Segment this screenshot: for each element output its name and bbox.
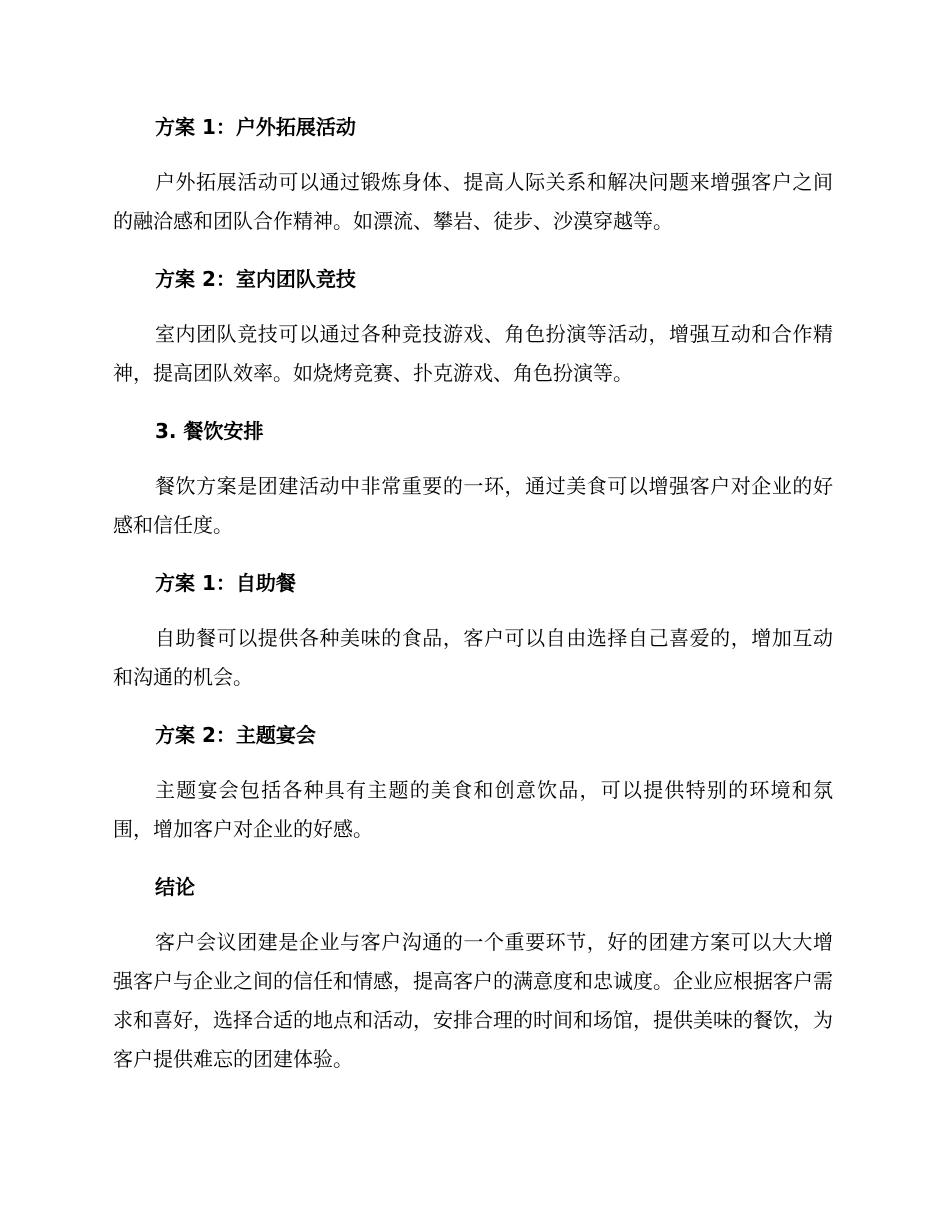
section-heading: 方案 2：室内团队竞技 <box>155 267 356 291</box>
section-heading: 方案 1：自助餐 <box>155 571 296 595</box>
paragraph-theme-banquet <box>113 771 833 849</box>
section-paragraph: 户外拓展活动可以通过锻炼身体、提高人际关系和解决问题来增强客户之间的融洽感和团队合作精神。如漂流、攀岩、徒步、沙漠穿越等。 <box>113 170 833 233</box>
section-paragraph: 主题宴会包括各种具有主题的美食和创意饮品，可以提供特别的环境和氛围，增加客户对企业的好感。 <box>113 778 833 841</box>
heading-catering <box>113 417 833 445</box>
heading-plan1-outdoor <box>113 113 833 141</box>
section-heading: 3. 餐饮安排 <box>155 419 264 443</box>
section-paragraph: 室内团队竞技可以通过各种竞技游戏、角色扮演等活动，增强互动和合作精神，提高团队效率。如烧烤竞赛、扑克游戏、角色扮演等。 <box>113 322 833 385</box>
paragraph-plan2-indoor <box>113 315 833 393</box>
section-heading: 结论 <box>155 875 195 899</box>
heading-conclusion <box>113 873 833 901</box>
section-paragraph: 自助餐可以提供各种美味的食品，客户可以自由选择自己喜爱的，增加互动和沟通的机会。 <box>113 626 833 689</box>
section-heading: 方案 2：主题宴会 <box>155 723 316 747</box>
paragraph-buffet <box>113 619 833 697</box>
heading-theme-banquet <box>113 721 833 749</box>
section-paragraph: 客户会议团建是企业与客户沟通的一个重要环节，好的团建方案可以大大增强客户与企业之间的信任和情感，提高客户的满意度和忠诚度。企业应根据客户需求和喜好，选择合适的地点和活动，安排合理的时间和场馆，提供美味的餐饮，为客户提供难忘的团建体验。 <box>113 930 833 1071</box>
paragraph-catering <box>113 467 833 545</box>
heading-buffet <box>113 569 833 597</box>
paragraph-conclusion <box>113 923 833 1079</box>
section-paragraph: 餐饮方案是团建活动中非常重要的一环，通过美食可以增强客户对企业的好感和信任度。 <box>113 474 833 537</box>
section-heading: 方案 1：户外拓展活动 <box>155 115 356 139</box>
heading-plan2-indoor <box>113 265 833 293</box>
paragraph-plan1-outdoor <box>113 163 833 241</box>
